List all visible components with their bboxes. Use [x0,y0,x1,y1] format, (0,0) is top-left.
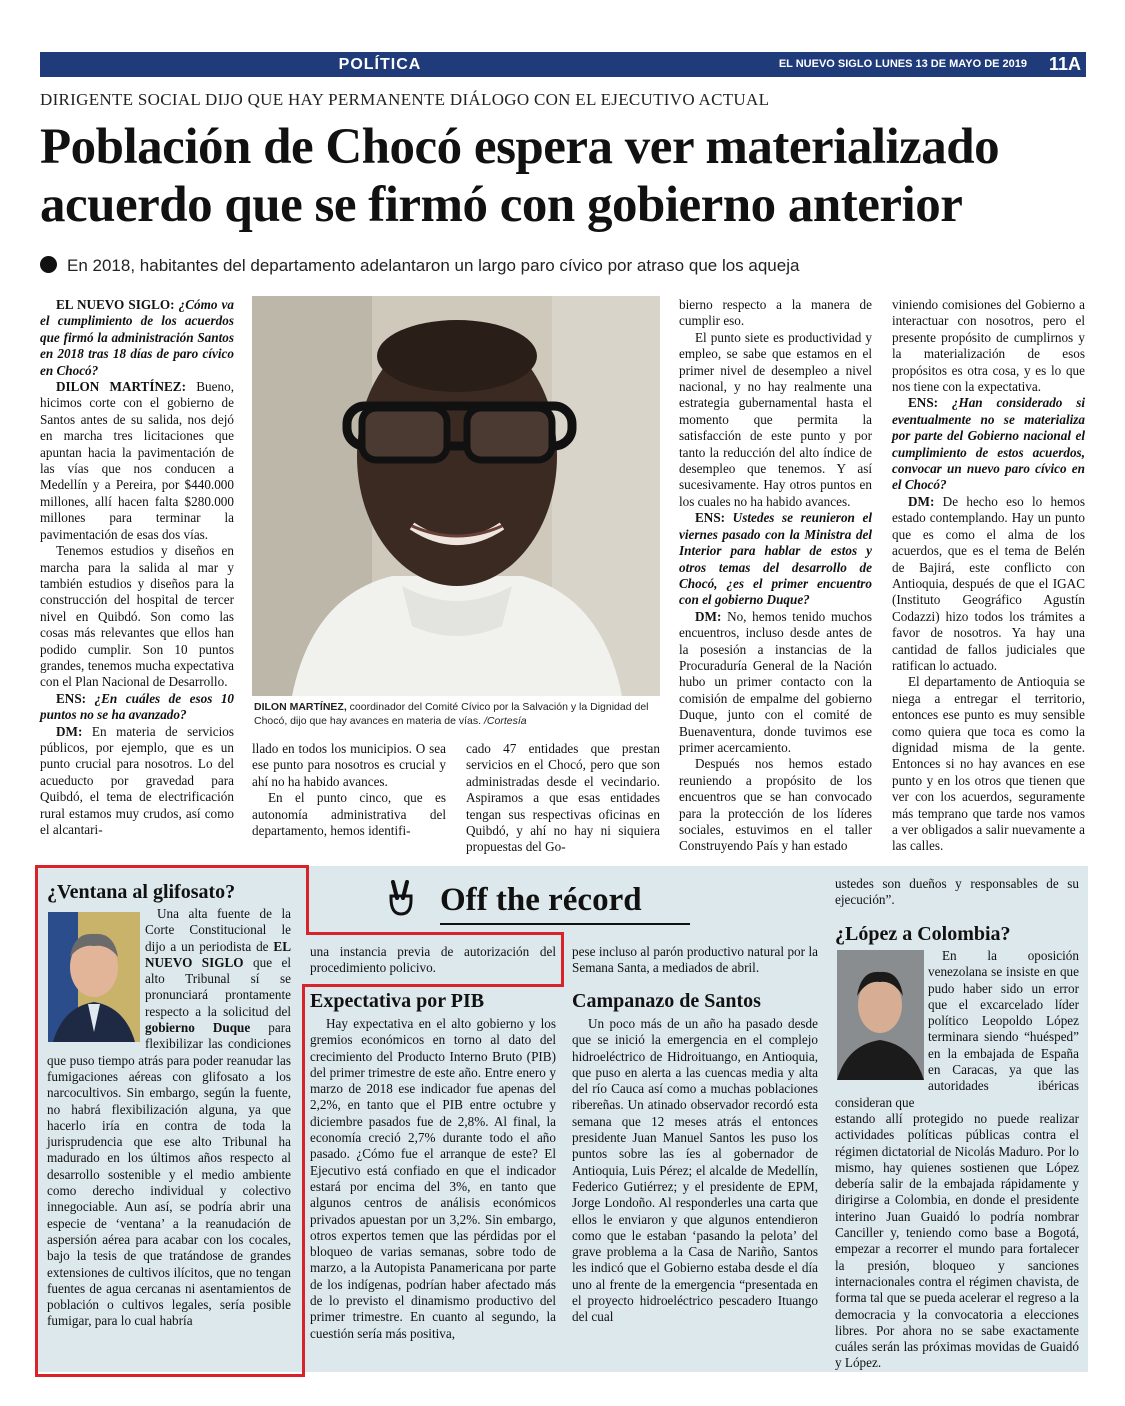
item-title-pib: Expectativa por PIB [310,990,485,1012]
caption-credit: /Cortesía [481,715,527,727]
glifosato-text [47,906,291,1330]
photo-wrap-spacer [835,948,928,1080]
question-text: ¿Cómo va el cumplimiento de los acuerdos que firmó la administración Santos en 2018 tras 18 días de paro cívico en Chocó? [40,297,234,378]
paragraph: Tenemos estudios y diseños en marcha para la salida al mar y también estudios y diseños para la construcción del hospital de tercer nivel en Quibdó. Son como las cosas más relevantes que ellos han podido cumplir. Son 10 puntos grandes, tenemos mucha expectativa con el Plan Nacional de Desarrollo. [40,543,234,690]
page-number: 11A [1048,54,1081,74]
question-text: Ustedes se reunieron el viernes pasado con la Ministra del Interior para hablar de estos y otros temas del desarrollo de Chocó, ¿es el primer encuentro con el gobierno Duque? [679,510,872,608]
item-title-glifosato: ¿Ventana al glifosato? [47,881,236,903]
paper-date: EL NUEVO SIGLO LUNES 13 DE MAYO DE 2019 [778,58,1027,70]
paragraph: bierno respecto a la manera de cumplir eso. [679,297,872,329]
paragraph: viniendo comisiones del Gobierno a interactuar con nosotros, pero el presente propósito de cumplirnos y la materialización de esos propósitos es otra cosa, y es lo que nos tiene con la expectativa. [892,297,1085,395]
paragraph: Hay expectativa en el alto gobierno y los gremios económicos en torno al dato del crecimiento del Producto Interno Bruto (PIB) del primer trimestre de este año. Entre enero y marzo de 2018 ese indicador fue apenas del 2,2%, en tanto que el PIB entre octubre y diciembre pasados fue de 2,8%. Al final, la economía creció 2,7% durante todo el año pasado. ¿Cómo fue el arranque de este? El Ejecutivo está confiado en que el indicador estará por encima del 3%, en tanto que algunos centros de análisis económicos privados apuestan por un 3,2%. Sin embargo, otros expertos temen que las pérdidas por el bloqueo de varias semanas, sobre todo de marzo, a la Autopista Panamericana por parte de los indígenas, podrían haber afectado más de lo previsto el dinamismo productivo del primer trimestre. En cuanto al segundo, la cuestión sería más positiva, [310,1016,556,1341]
subhead-text: En 2018, habitantes del departamento adelantaron un largo paro cívico por atraso que los aqueja [67,256,800,275]
paragraph: cado 47 entidades que prestan servicios en el Chocó, pero que son administradas desde el vecindario. Aspiramos a que esas entidades tengan sus respectivas oficinas en Quibdó, y ahí no hay ni siquiera propuestas del Go- [466,741,660,855]
highlight-outline-left [35,865,38,1377]
article-column-5 [892,297,1085,855]
answer-text: No, hemos tenido muchos encuentros, incluso desde antes de la posesión a instancias de la Procuraduría General de la Nación hubo un primer contacto con la comisión de empalme del gobierno Duque, junto con el comité de Buenaventura, donde tuvimos ese primer acercamiento. [679,608,872,755]
highlight-outline-right-lower [302,984,305,1377]
victory-hand-icon [385,880,425,920]
lopez-text [835,948,1079,1372]
pib-text [310,1016,556,1342]
speaker-label: DM: [56,723,92,739]
bullet-icon [40,256,57,273]
speaker-label: ENS: [908,395,952,411]
item-title-lopez: ¿López a Colombia? [835,923,1011,945]
highlight-outline-step-top [306,932,564,935]
paragraph: Después nos hemos estado reuniendo a propósito de los encuentros que se han convocado para la protección de los líderes sociales, estuvimos en el taller Construyendo País y han estado [679,756,872,854]
article-headline: Población de Chocó espera ver materializado acuerdo que se firmó con gobierno anterior [40,119,1000,233]
article-column-4 [679,297,872,855]
paragraph: En el punto cinco, que es autonomía administrativa del departamento, hemos identifi- [252,790,446,839]
article-column-1 [40,297,234,838]
caption-text: coordinador del Comité Cívico por la Salvación y la Dignidad del Chocó, dijo que hay avances en materia de vías. [254,701,649,727]
highlight-outline-top [35,865,309,868]
paragraph: estando allí protegido no puede realizar actividades políticas públicas contra el régimen dictatorial de Nicolás Maduro. Por lo mismo, hay quienes sostienen que López debería salir de la embajada rápidamente y dirigirse a Colombia, en donde el presidente interino Juan Guaidó lo podría nombrar Canciller y, teniendo como base a Bogotá, empezar a recorrer el mundo para fortalecer la presión, bloqueo y sanciones internacionales contra el régimen chavista, de forma tal que se pueda acelerar el regreso a la democracia y la convocatoria a elecciones libres. Por ahora no se sabe exactamente cuáles serán las próximas movidas de Guaidó y López. [835,1110,1079,1371]
answer-text: De hecho eso lo hemos estado contemplando. Hay un punto que es como el alma de los acuerdos, que es el tema de Belén de Bajirá, este conflicto con Antioquia, después de que el IGAC (Instituto Geográfico Agustín Codazzi) hizo todos los trámites a favor de nosotros. Ya hay una cantidad de fallos judiciales que ratifican lo actuado. [892,493,1085,673]
article-column-2 [252,741,446,839]
speaker-label: DM: [695,608,728,624]
caption-name: DILON MARTÍNEZ, [254,701,347,713]
section-label: POLÍTICA [338,56,422,73]
title-underline [440,923,690,925]
glifosato-text-1: Una alta fuente de la Corte Constitucional le dijo a un periodista de [145,906,291,954]
gobierno-duque: gobierno Duque [145,1020,251,1036]
paragraph: llado en todos los municipios. O sea ese punto para nosotros es crucial y ahí no ha habido avances. [252,741,446,789]
paragraph: ustedes son dueños y responsables de su ejecución”. [835,876,1079,908]
off-the-record-title: Off the récord [440,882,642,918]
lopez-pre [835,876,1079,909]
highlight-outline-bottom [35,1374,305,1377]
paragraph: El departamento de Antioquia se niega a entregar el territorio, entonces ese punto es muy sensible como quiera que toca es como la dignidad misma de la gente. Entonces si no hay avances en ese punto y en los otros que tienen que ver con los acuerdos, seguramente más temprano que tarde nos vamos a ver obligados a salir nuevamente a las calles. [892,674,1085,854]
speaker-label: DM: [908,493,943,509]
portrait-illustration [252,296,660,696]
highlight-outline-right-upper [306,865,309,935]
santos-pre [572,944,818,977]
highlight-outline-step-right [561,932,564,987]
newspaper-name: EL NUEVO SIGLO [145,938,291,970]
glifosato-text-2: que el alto Tribunal sí se pronunciará prontamente respecto a la solicitud del [145,954,292,1019]
photo-wrap-spacer [47,906,145,1046]
interviewee-photo [252,296,660,696]
paragraph: pese incluso al parón productivo natural por la Semana Santa, a mediados de abril. [572,944,818,976]
answer-text: Bueno, hicimos corte con el gobierno de Santos antes de su salida, nos dejó en marcha tres licitaciones que apuntan hacia la pavimentación de las vías que nos conducen a Medellín y a Pereira, por $440.000 millones, allí hacen falta $280.000 millones para terminar la pavimentación de esas dos vías. [40,379,234,542]
speaker-label: ENS: [695,510,733,526]
article-subhead [40,256,1086,276]
speaker-label: DILON MARTÍNEZ: [56,379,197,395]
paragraph: El punto siete es productividad y empleo, se sabe que estamos en el primer nivel de desempleo a nivel nacional, y no hay realmente una estrategia gubernamental hasta el momento que permita la satisfacción de este punto y por tanto la reducción del alto índice de desempleo que tenemos. Y así sucesivamente. Hay otros puntos en los cuales no ha habido avances. [679,329,872,509]
question-text: ¿Han considerado si eventualmente no se materializa por parte del Gobierno nacional el cumplimiento de estos acuerdos, convocar un nuevo paro cívico en el Chocó? [892,395,1085,493]
photo-caption [254,700,660,728]
glifosato-text-3: para flexibilizar las condiciones que puso tiempo atrás para poder reanudar las fumigaciones aéreas con glifosato a los narcocultivos. Sin embargo, según la fuente, no habrá flexibilización alguna, ya que hacerlo iría en contra de toda la jurisprudencia que ese alto Tribunal ha madurado en los últimos años respecto al desarrollo sostenible y el medio ambiente como derecho individual y colectivo innegociable. Aun así, se podría abrir una especie de ‘ventana’ a la reanudación de aspersión aérea para acabar con los cocales, bajo la tesis de que tratándose de grandes extensiones de cultivos ilícitos, que no tengan fuentes de agua cercanas ni asentamientos de población o cultivos legales, sería posible fumigar, para lo cual habría [47,1020,291,1329]
santos-text [572,1016,818,1326]
speaker-label: ENS: [56,690,95,706]
paragraph: Un poco más de un año ha pasado desde que se inició la emergencia en el complejo hidroeléctrico de Hidroituango, en Antioquia, que puso en alerta a las cuencas media y alta del río Cauca así como a muchas poblaciones ribereñas. Un atinado observador recordó esta semana que 12 meses atrás el entonces presidente Juan Manuel Santos les puso los puntos sobre las íes al gobernador de Antioquia, Luis Pérez; el alcalde de Medellín, Federico Gutiérrez; y el presidente de EPM, Jorge Londoño. Al responderles una carta que ellos le enviaron y que algunos entendieron como que le estaban ‘pasando la pelota’ del grave problema a la Casa de Nariño, Santos les indicó que el Gobierno estaba desde el día uno al frente de la emergencia “presentada en el proyecto hidroeléctrico pescadero Ituango del cual [572,1016,818,1325]
answer-text: En materia de servicios públicos, por ejemplo, que es un punto crucial para nosotros. Lo del acueducto por gravedad para Quibdó, el tema de electrificación rural estamos muy crudos, así como el alcantari- [40,723,234,837]
article-kicker: DIRIGENTE SOCIAL DIJO QUE HAY PERMANENTE DIÁLOGO CON EL EJECUTIVO ACTUAL [40,90,770,109]
highlight-outline-step-bottom [302,984,564,987]
glifosato-continued [310,944,556,977]
speaker-label: EL NUEVO SIGLO: [56,297,179,312]
article-column-3 [466,741,660,856]
paragraph: En la oposición venezolana se insiste en que pudo haber sido un error que el excarcelado líder político Leopoldo López terminara siendo “huésped” en la embajada de España en Caracas, ya que las autoridades ibéricas consideran que [835,948,1079,1110]
item-title-santos: Campanazo de Santos [572,990,761,1012]
question-text: ¿En cuáles de esos 10 puntos no se ha avanzado? [40,690,235,723]
paragraph: una instancia previa de autorización del procedimiento policivo. [310,944,556,976]
